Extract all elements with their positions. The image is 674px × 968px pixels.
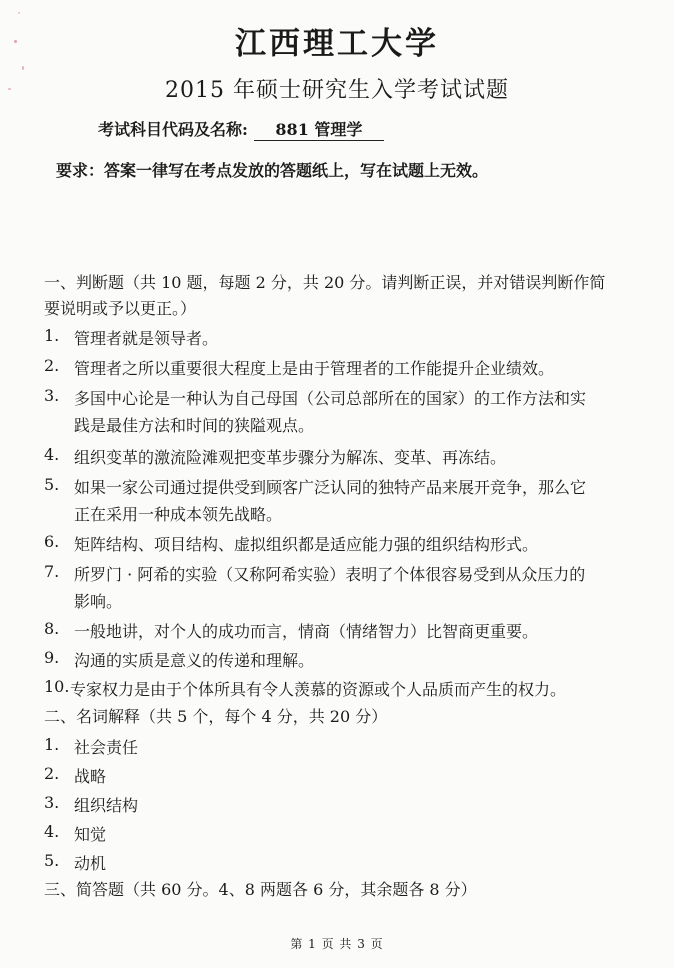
question-text-cont: 正在采用一种成本领先战略。 (74, 505, 283, 524)
term-number: 5. (44, 851, 60, 870)
exam-requirement: 要求：答案一律写在考点发放的答题纸上，写在试题上无效。 (56, 161, 489, 180)
section2-heading: 二、名词解释（共 5 个，每个 4 分，共 20 分） (44, 707, 388, 726)
subject-code-row (98, 117, 384, 141)
question-number: 5. (44, 475, 60, 494)
scan-speck (18, 12, 20, 14)
question-text: 矩阵结构、项目结构、虚拟组织都是适应能力强的组织结构形式。 (74, 535, 539, 554)
question-number: 7. (44, 562, 60, 581)
question-text: 专家权力是由于个体所具有令人羡慕的资源或个人品质而产生的权力。 (70, 680, 567, 699)
term-text: 战略 (74, 767, 107, 786)
question-text: 组织变革的激流险滩观把变革步骤分为解冻、变革、再冻结。 (74, 448, 507, 467)
question-number: 3. (44, 386, 60, 405)
question-text: 多国中心论是一种认为自己母国（公司总部所在的国家）的工作方法和实 (74, 389, 587, 408)
section1-heading-cont: 要说明或予以更正。） (44, 299, 197, 318)
question-text: 如果一家公司通过提供受到顾客广泛认同的独特产品来展开竞争，那么它 (74, 478, 587, 497)
question-number: 6. (44, 532, 60, 551)
page-footer: 第 1 页 共 3 页 (290, 937, 384, 951)
subject-code-value: 881 管理学 (254, 117, 384, 141)
term-number: 1. (44, 735, 60, 754)
subject-code-label: 考试科目代码及名称: (98, 120, 248, 139)
question-number: 10. (44, 677, 70, 696)
question-number: 1. (44, 326, 60, 345)
term-number: 3. (44, 793, 60, 812)
school-name: 江西理工大学 (235, 26, 439, 62)
term-text: 动机 (74, 854, 107, 873)
question-text-cont: 影响。 (74, 592, 123, 611)
question-number: 8. (44, 619, 60, 638)
question-number: 2. (44, 356, 60, 375)
term-number: 4. (44, 822, 60, 841)
question-number: 4. (44, 445, 60, 464)
section3-heading: 三、简答题（共 60 分。4、8 两题各 6 分，其余题各 8 分） (44, 880, 477, 899)
question-text: 管理者就是领导者。 (74, 329, 219, 348)
term-text: 知觉 (74, 825, 107, 844)
section1-heading: 一、判断题（共 10 题，每题 2 分，共 20 分。请判断正误，并对错误判断作简 (44, 273, 606, 292)
question-text: 沟通的实质是意义的传递和理解。 (74, 651, 315, 670)
term-text: 社会责任 (74, 738, 139, 757)
question-text-cont: 践是最佳方法和时间的狭隘观点。 (74, 416, 315, 435)
term-text: 组织结构 (74, 796, 139, 815)
question-text: 管理者之所以重要很大程度上是由于管理者的工作能提升企业绩效。 (74, 359, 555, 378)
question-number: 9. (44, 648, 60, 667)
exam-title: 2015 年硕士研究生入学考试试题 (165, 78, 509, 103)
question-text: 所罗门 · 阿希的实验（又称阿希实验）表明了个体很容易受到从众压力的 (74, 565, 586, 584)
scan-speck (22, 66, 24, 70)
term-number: 2. (44, 764, 60, 783)
question-text: 一般地讲，对个人的成功而言，情商（情绪智力）比智商更重要。 (74, 622, 539, 641)
